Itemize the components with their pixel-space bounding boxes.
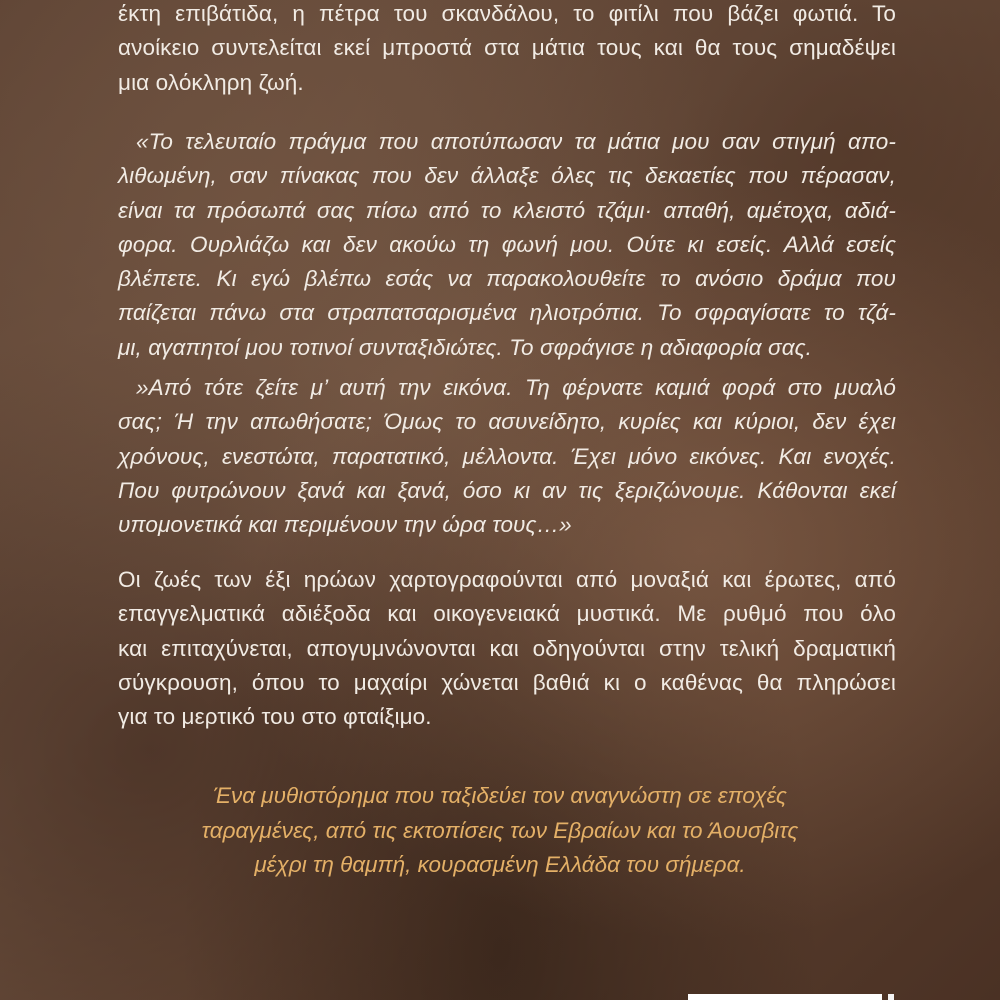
quote-line: Που φυτρώνουν ξανά και ξανά, όσο κι αν τις ξεριζώνουμε. Κάθονται εκεί [118,477,896,503]
tagline-line: ταραγμένες, από τις εκτοπίσεις των Εβραίων και το Άουσβιτς [201,817,799,843]
text-line: Οι ζωές των έξι ηρώων χαρτογραφούνται από μοναξιά και έρωτες, από [118,567,896,592]
barcode-label-edge [688,994,882,1000]
quote-line: »Από τότε ζείτε μ’ αυτή την εικόνα. Τη φέρνατε καμιά φορά στο μυαλό [136,375,896,400]
tagline-line: Ένα μυθιστόρημα που ταξιδεύει τον αναγνώστη σε εποχές [213,783,787,808]
quote-line: μι, αγαπητοί μου τοτινοί συνταξιδιώτες. Το σφράγισε η αδιαφορία σας. [118,334,813,360]
quote-line: σας; Ή την απωθήσατε; Όμως το ασυνείδητο, κυρίες και κύριοι, δεν έχει [118,409,896,435]
text-line: επαγγελματικά αδιέξοδα και οικογενειακά μυστικά. Με ρυθμό που όλο [118,601,896,627]
quote-paragraph-second [118,371,896,542]
text-line: ανοίκειο συντελείται εκεί μπροστά στα μάτια τους και θα τους σημαδέψει [118,35,896,61]
text-line: μια ολόκληρη ζωή. [118,69,304,95]
tagline-line: μέχρι τη θαμπή, κουρασμένη Ελλάδα του σήμερα. [254,852,746,877]
quote-line: παίζεται πάνω στα στραπατσαρισμένα ηλιοτρόπια. Το σφραγίσατε το τζά- [118,300,896,326]
quote-line: φορα. Ουρλιάζω και δεν ακούω τη φωνή μου. Ούτε κι εσείς. Αλλά εσείς [118,231,896,257]
barcode-mark [888,994,894,1000]
quote-line: βλέπετε. Κι εγώ βλέπω εσάς να παρακολουθείτε το ανόσιο δράμα που [118,266,896,292]
quote-line: «Το τελευταίο πράγμα που αποτύπωσαν τα μάτια μου σαν στιγμή απο- [136,129,896,154]
quote-paragraph-first [118,125,896,365]
text-line: και επιταχύνεται, απογυμνώνονται και οδηγούνται στην τελική δραματική [118,635,896,661]
quote-line: υπομονετικά και περιμένουν την ώρα τους…» [118,512,572,538]
tagline [150,779,850,883]
text-line: σύγκρουση, όπου το μαχαίρι χώνεται βαθιά κι ο καθένας θα πληρώσει [118,669,896,695]
text-line: για το μερτικό του στο φταίξιμο. [118,704,432,730]
quote-line: είναι τα πρόσωπά σας πίσω από το κλειστό τζάμι· απαθή, αμέτοχα, αδιά- [118,197,896,223]
quote-line: λιθωμένη, σαν πίνακας που δεν άλλαξε όλες τις δεκαετίες που πέρασαν, [118,163,896,189]
text-line: έκτη επιβάτιδα, η πέτρα του σκανδάλου, το φιτίλι που βάζει φωτιά. Το [118,1,896,26]
summary-paragraph [118,563,896,734]
intro-paragraph [118,0,896,100]
quote-line: χρόνους, ενεστώτα, παρατατικό, μέλλοντα. Έχει μόνο εικόνες. Και ενοχές. [118,443,896,469]
